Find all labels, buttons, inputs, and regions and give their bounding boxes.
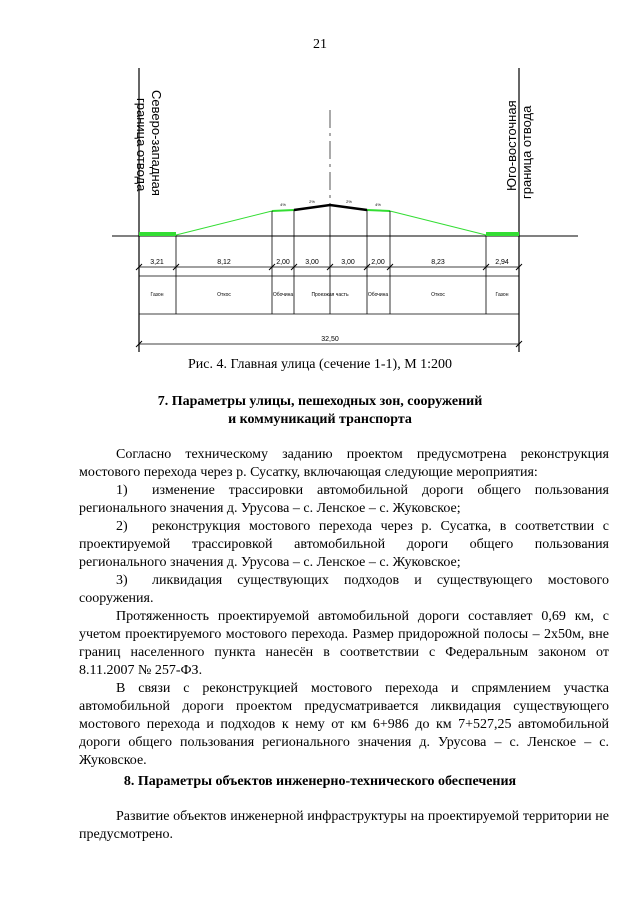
section-8-paragraph: Развитие объектов инженерной инфраструктуры на проектируемой территории не предусмотрено. (79, 809, 609, 842)
list-item (79, 518, 609, 572)
section-7-heading-line2: и коммуникаций транспорта (228, 412, 412, 427)
zone-label: Газон (150, 292, 164, 298)
list-item-number: 1) (116, 483, 128, 498)
zone-label: Откос (217, 292, 231, 298)
zone-label: Обочина (367, 292, 389, 298)
dimension-label: 8,23 (431, 259, 445, 266)
carriageway (294, 205, 367, 210)
zone-label: Обочина (272, 292, 294, 298)
cross-section-figure (0, 60, 640, 360)
total-dimension-label: 32,50 (321, 336, 339, 343)
right-boundary-label-1: Юго-восточная (504, 100, 519, 191)
slope-right (390, 211, 486, 235)
section-7-intro: Согласно техническому заданию проектом предусмотрена реконструкция мостового перехода через р. Сусатку, включающая следующие мероприятия: (79, 447, 609, 480)
list-item (79, 482, 609, 518)
slope-mark-2: 2% (309, 199, 315, 204)
zone-label: Откос (431, 292, 445, 298)
zone-label: Проезжая часть (311, 292, 349, 298)
shoulder-left (272, 210, 294, 211)
dimension-label: 3,00 (305, 259, 319, 266)
dimension-label: 2,94 (495, 259, 509, 266)
slope-mark-3: 2% (346, 199, 352, 204)
section-8-body (79, 808, 609, 844)
list-item (79, 572, 609, 608)
slope-mark-4: 4% (375, 202, 381, 207)
list-item-text: ликвидация существующих подходов и существующего мостового сооружения. (79, 573, 609, 606)
section-7-body (79, 446, 609, 770)
dimension-label: 3,21 (150, 259, 164, 266)
section-7-heading-line1: 7. Параметры улицы, пешеходных зон, сооружений (157, 394, 483, 409)
left-boundary-label-2: граница отвода (134, 98, 149, 192)
list-item-text: реконструкция мостового перехода через р. Сусатка, в соответствии с проектируемой трассировкой автомобильной дороги общего пользования регионального значения д. Урусова – с. Ленское – с. Жуковское; (79, 519, 609, 570)
dimension-label: 2,00 (371, 259, 385, 266)
shoulder-right (367, 210, 390, 211)
dimension-label: 3,00 (341, 259, 355, 266)
dimension-label: 8,12 (217, 259, 231, 266)
list-item-number: 3) (116, 573, 128, 588)
slope-mark-1: 4% (280, 202, 286, 207)
left-boundary-label-1: Северо-западная (149, 90, 164, 196)
page-number: 21 (313, 37, 327, 52)
figure-caption: Рис. 4. Главная улица (сечение 1-1), М 1:200 (187, 357, 453, 372)
right-boundary-label-2: граница отвода (519, 105, 534, 199)
section-7-paragraph-2: Протяженность проектируемой автомобильной дороги составляет 0,69 км, с учетом проектируемого мостового перехода. Размер придорожной полосы – 2х50м, вне границ населенного пункта нанесён в соответствии с Федеральным законом от 8.11.2007 № 257-ФЗ. (79, 609, 609, 678)
section-7-paragraph-3: В связи с реконструкцией мостового перехода и спрямлением участка автомобильной дороги проектом предусматривается ликвидация существующего мостового перехода и подходов к нему от км 6+986 до км 7+527,25 автомобильной дороги общего пользования регионального значения д. Урусова – с. Ленское – с. Жуковское. (79, 681, 609, 768)
list-item-number: 2) (116, 519, 128, 534)
section-7-heading (0, 393, 640, 429)
list-item-text: изменение трассировки автомобильной дороги общего пользования регионального значения д. Урусова – с. Ленское – с. Жуковское; (79, 483, 609, 516)
slope-left (176, 211, 272, 235)
dimension-label: 2,00 (276, 259, 290, 266)
zone-label: Газон (495, 292, 509, 298)
section-8-heading: 8. Параметры объектов инженерно-технического обеспечения (123, 774, 517, 789)
